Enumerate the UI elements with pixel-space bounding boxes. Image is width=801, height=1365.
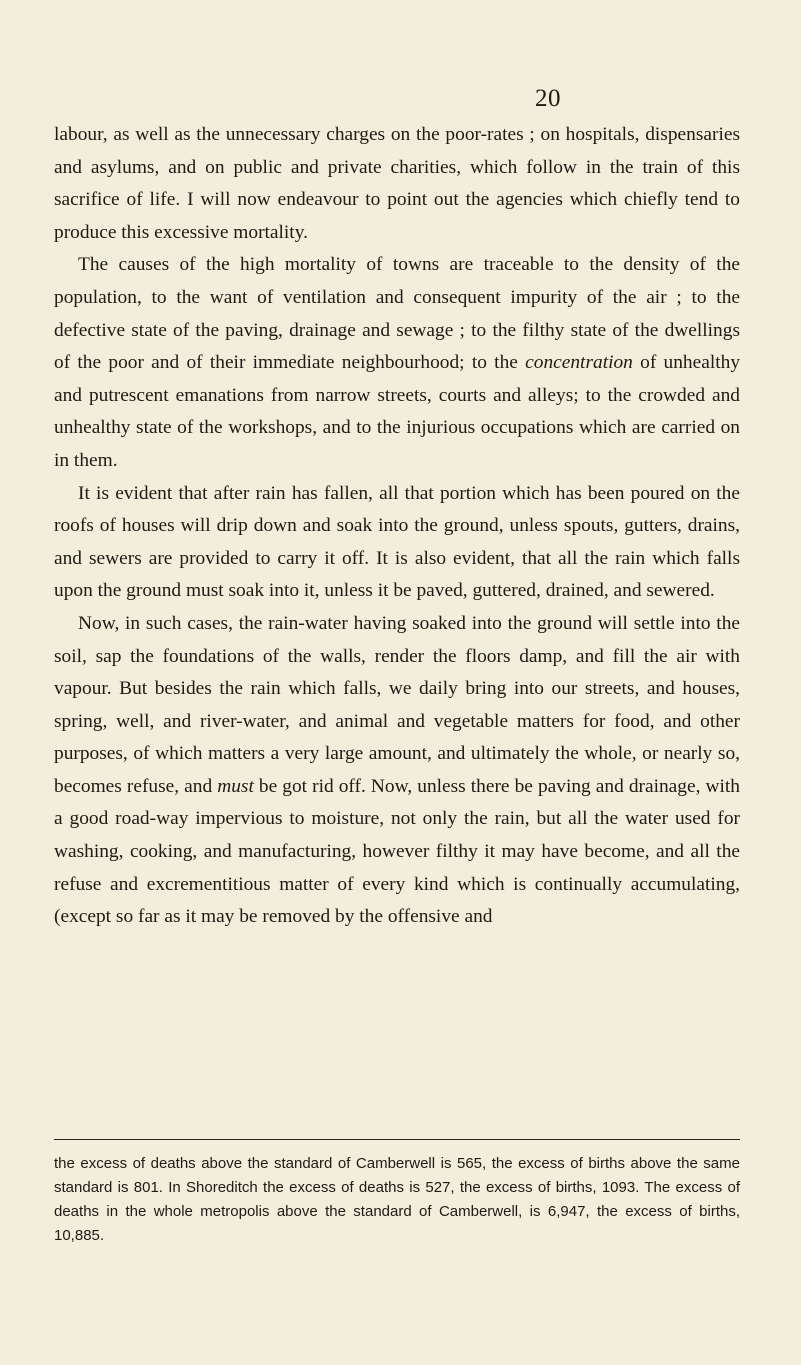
page-number: 20	[535, 85, 561, 112]
body-text	[54, 119, 740, 934]
paragraph-2-text-a: The causes of the high mortality of towns are traceable to the density of the population, to the want of ventilation and consequent impurity of the air ; to the defective state of the paving, drainage and sewage ; to the filthy state of the dwellings of the poor and of their immediate neighbourhood; to the	[54, 254, 740, 374]
paragraph-4-italic: must	[217, 775, 254, 797]
paragraph-3-text: It is evident that after rain has fallen, all that portion which has been poured on the roofs of houses will drip down and soak into the ground, unless spouts, gutters, drains, and sewers are provided to carry it off. It is also evident, that all the rain which falls upon the ground must soak into it, unless it be paved, guttered, drained, and sewered.	[54, 482, 740, 602]
paragraph-4	[54, 608, 740, 934]
paragraph-2-text-b: of unhealthy and putrescent emanations from narrow streets, courts and alleys; to the crowded and unhealthy state of the workshops, and to the injurious occupations which are carried on in them.	[54, 352, 741, 471]
paragraph-4-text-b: be got rid off. Now, unless there be paving and drainage, with a good road-way impervious to moisture, not only the rain, but all the water used for washing, cooking, and manufacturing, however filthy it may have become, and all the refuse and excrementitious matter of every kind which is continually accumulating, (except so far as it may be removed by the offensive and	[54, 775, 740, 928]
footnote: the excess of deaths above the standard of Camberwell is 565, the excess of births above the same standard is 801. In Shoreditch the excess of deaths is 527, the excess of births, 1093. The excess of deaths in the whole metropolis above the standard of Camberwell, is 6,947, the excess of births, 10,885.	[54, 1155, 740, 1244]
paragraph-2	[54, 249, 740, 477]
paragraph-2-italic: concentration	[525, 352, 633, 374]
paragraph-3	[54, 478, 740, 608]
paragraph-1	[54, 119, 740, 249]
paragraph-4-text-a: Now, in such cases, the rain-water having soaked into the ground will settle into the soil, sap the foundations of the walls, render the floors damp, and fill the air with vapour. But besides the rain which falls, we daily bring into our streets, and houses, spring, well, and river-water, and animal and vegetable matters for food, and other purposes, of which matters a very large amount, and ultimately the whole, or nearly so, becomes refuse, and	[54, 612, 740, 797]
footnote-divider	[54, 1139, 740, 1140]
paragraph-1-text: labour, as well as the unnecessary charges on the poor-rates ; on hospitals, dispensaries and asylums, and on public and private charities, which follow in the train of this sacrifice of life. I will now endeavour to point out the agencies which chiefly tend to produce this excessive mortality.	[54, 124, 740, 243]
